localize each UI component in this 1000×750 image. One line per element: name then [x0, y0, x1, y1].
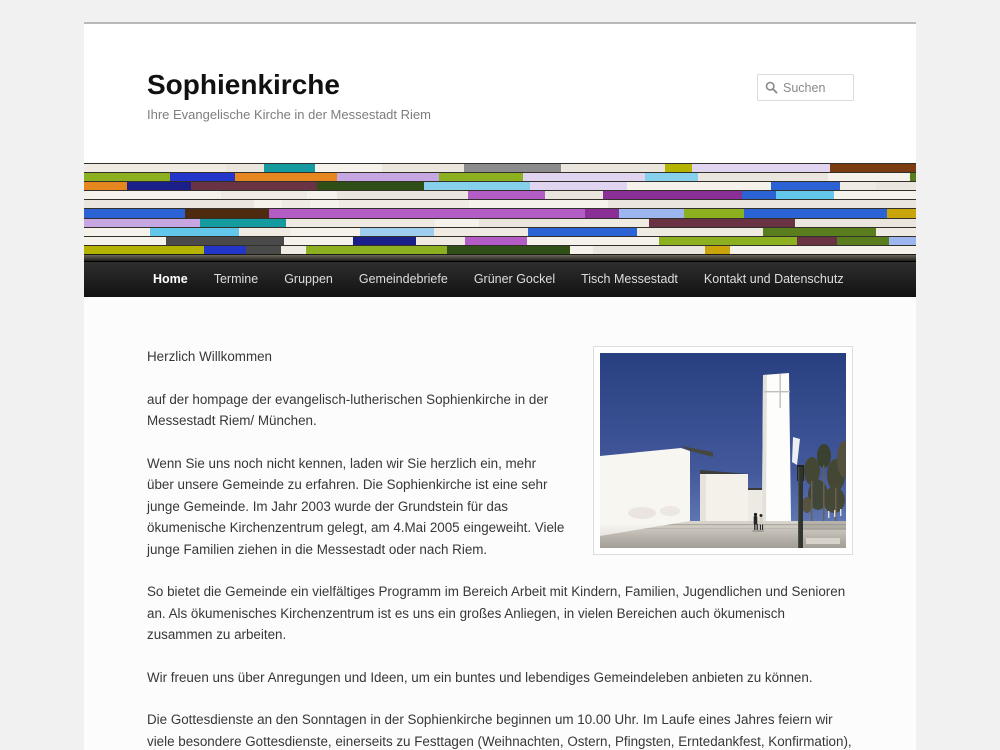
site-header — [84, 24, 916, 163]
paragraph-gottesdienste: Die Gottesdienste an den Sonntagen in der Sophienkirche beginnen um 10.00 Uhr. Im Laufe eines Jahres feiern wir viele besondere Gottesdienste, einerseits zu Festtagen (Weihnachten, Ostern, Pfingsten, Erntedankfest, Konfirmation), — [147, 712, 852, 749]
nav-list — [84, 262, 916, 296]
church-photo — [600, 353, 846, 548]
page-container — [84, 22, 916, 750]
church-building — [600, 448, 690, 536]
paragraph-intro: auf der hompage der evangelisch-lutherischen Sophienkirche in der Messestadt Riem/ München. — [147, 391, 549, 428]
nav-item-kontakt-datenschutz[interactable]: Kontakt und Datenschutz — [703, 272, 844, 286]
paragraph-welcome: Herzlich Willkommen — [147, 349, 272, 364]
search-input[interactable] — [783, 81, 848, 95]
main-nav — [84, 261, 916, 297]
paragraph-history: Wenn Sie uns noch nicht kennen, laden wir Sie herzlich ein, mehr über unsere Gemeinde zu erfahren. Die Sophienkirche ist eine sehr junge Gemeinde. Im Jahr 2003 wurde der Grundstein für das ökumenische Kirchenzentrum gelegt, am 4.Mai 2005 eingeweiht. Viele junge Familien ziehen in die Messestadt oder nach Riem. — [147, 455, 565, 557]
search-icon — [765, 81, 778, 94]
nav-item-tisch-messestadt[interactable]: Tisch Messestadt — [581, 272, 678, 286]
nav-item-gruppen[interactable]: Gruppen — [284, 272, 333, 286]
entry-content — [147, 346, 853, 750]
site-tagline: Ihre Evangelische Kirche in der Messestadt Riem — [147, 106, 431, 122]
nav-item-termine[interactable]: Termine — [213, 272, 259, 286]
nav-item-gruener-gockel[interactable]: Grüner Gockel — [473, 272, 556, 286]
tower-cross — [764, 391, 790, 392]
church-photo-frame — [593, 346, 853, 555]
header-image — [84, 163, 916, 261]
paragraph-programm: So bietet die Gemeinde ein vielfältiges Programm im Bereich Arbeit mit Kindern, Familien, Jugendlichen und Senioren an. Als ökumenisches Kirchenzentrum ist es uns ein großes Anliegen, in vielen Bereichen auch ökumenisch zusammen zu arbeiten. — [147, 584, 846, 642]
nav-item-gemeindebriefe[interactable]: Gemeindebriefe — [358, 272, 448, 286]
search-box[interactable] — [757, 74, 854, 101]
nav-item-home[interactable]: Home — [153, 272, 188, 286]
main-content — [84, 297, 916, 750]
photo-watermark — [806, 538, 840, 544]
site-title[interactable]: Sophienkirche — [147, 69, 340, 100]
paragraph-anregungen: Wir freuen uns über Anregungen und Ideen, um ein buntes und lebendiges Gemeindeleben anbieten zu können. — [147, 669, 813, 685]
